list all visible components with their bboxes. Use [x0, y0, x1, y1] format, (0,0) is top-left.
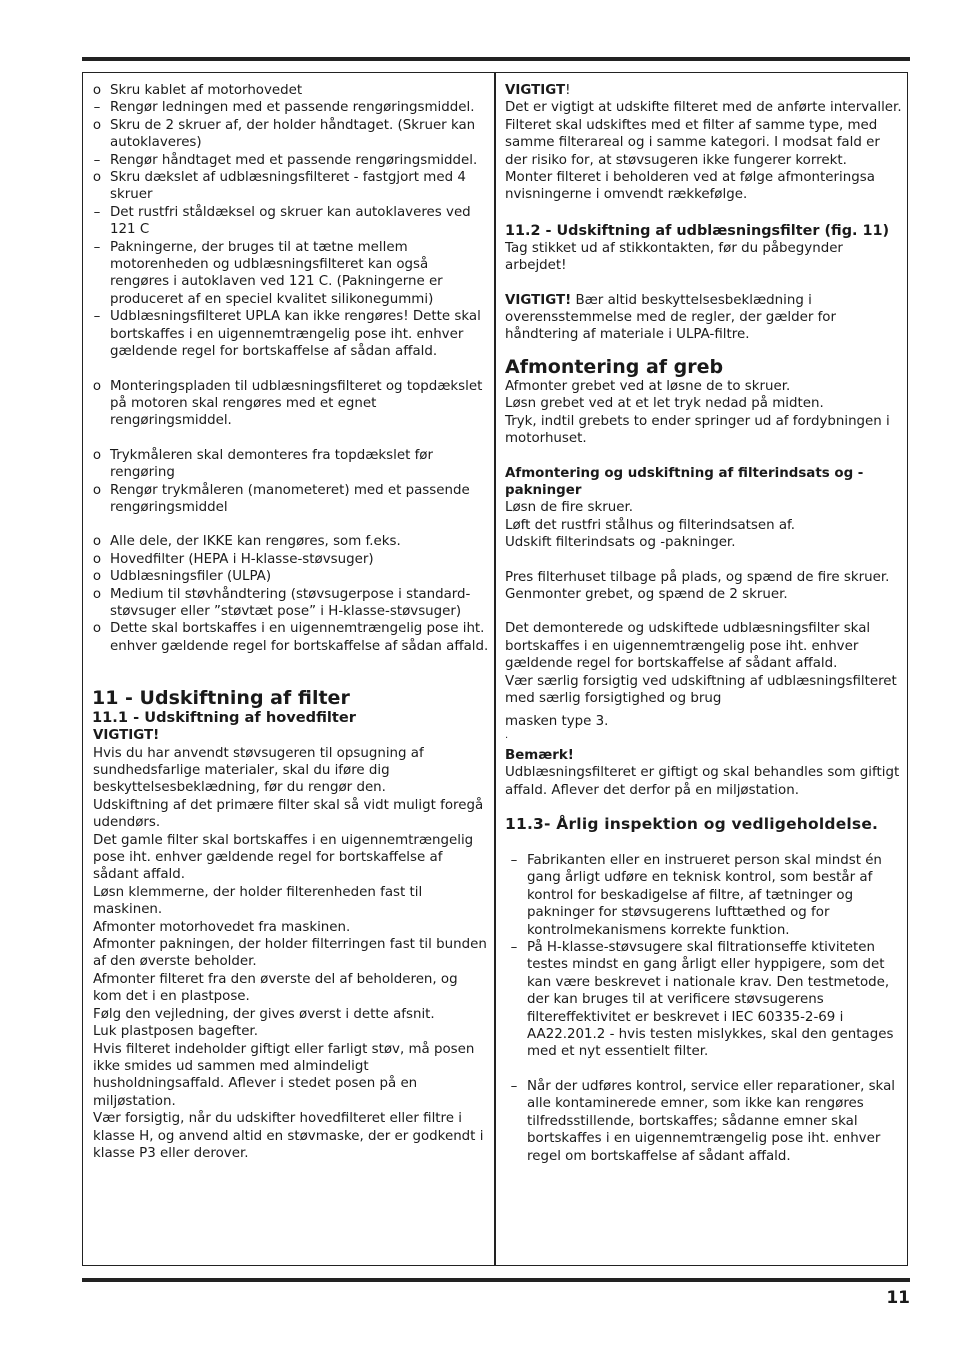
list-item-text: Udblæsningsfilteret UPLA kan ikke rengøres! Dette skal bortskaffes i en uigennemtrængelig pose iht. enhver gældende regel for bortskaffelse af sådan affald. — [110, 309, 481, 360]
mask-type-line: masken type 3. — [505, 714, 609, 730]
bullet-marker: o — [92, 117, 102, 133]
list-item-text: Skru de 2 skruer af, der holder håndtaget. (Skruer kan autoklaveres) — [110, 117, 476, 151]
section-title: 11 - Udskiftning af filter — [92, 687, 350, 710]
paragraph: Løsn grebet ved at et let tryk nedad på midten. — [505, 396, 824, 412]
important-heading: VIGTIGT! — [505, 83, 571, 98]
paragraph: Pres filterhuset tilbage på plads, og spænd de fire skruer. — [505, 569, 890, 585]
filter-disposal-body — [505, 620, 903, 707]
top-rule — [82, 57, 910, 61]
list-item — [505, 939, 903, 1061]
bullet-marker: – — [93, 100, 101, 116]
exhaust-filter-title: 11.2 - Udskiftning af udblæsningsfilter (fig. 11) — [505, 222, 890, 239]
list-item-text: Skru dækslet af udblæsningsfilteret - fastgjort med 4 skruer — [110, 170, 466, 203]
left-column — [88, 82, 490, 1162]
paragraph: Udskift filterindsats og -pakninger. — [505, 535, 736, 551]
paragraph: Afmonter pakningen, der holder filterringen fast til bunden af den øverste beholder. — [93, 937, 487, 970]
list-item — [88, 82, 490, 99]
mounting-plate-list — [88, 378, 490, 430]
main-filter-body — [93, 745, 490, 1163]
list-item-text: Trykmåleren skal demonteres fra topdækslet før rengøring — [110, 447, 433, 481]
page-number: 11 — [886, 1288, 910, 1308]
list-item — [88, 551, 490, 568]
list-item — [88, 620, 490, 655]
note-body: Udblæsningsfilteret er giftigt og skal behandles som giftigt affald. Aflever det derfor på en miljøstation. — [505, 765, 900, 798]
list-item-text: Hovedfilter (HEPA i H-klasse-støvsuger) — [110, 551, 374, 567]
bullet-marker: – — [93, 239, 101, 255]
stray-dot: . — [505, 729, 509, 741]
bullet-marker: – — [93, 309, 101, 325]
bullet-marker: – — [510, 940, 518, 956]
right-column — [505, 82, 903, 1165]
list-item — [88, 169, 490, 204]
important-label: VIGTIGT! — [93, 728, 160, 744]
filter-reassembly-body — [505, 569, 903, 604]
list-item — [88, 378, 490, 430]
filter-replacement-body — [505, 499, 903, 551]
bullet-marker: o — [92, 586, 102, 602]
bullet-marker: o — [92, 621, 102, 637]
paragraph: Løft det rustfri stålhus og filterindsatsen af. — [505, 517, 796, 533]
unplug-instruction: Tag stikket ud af stikkontakten, før du påbegynder arbejdet! — [505, 240, 843, 274]
paragraph: Udskiftning af det primære filter skal så vidt muligt foregå udendørs. — [93, 797, 484, 831]
list-item-text: Dette skal bortskaffes i en uigennemtrængelig pose iht. enhver gældende regel for bortskaffelse af sådan affald. — [110, 621, 489, 654]
bullet-marker: – — [510, 1078, 518, 1094]
paragraph: Løsn klemmerne, der holder filterenheden fast til maskinen. — [93, 884, 423, 918]
list-item — [88, 308, 490, 360]
paragraph: Tryk, indtil grebets to ender springer ud af fordybningen i motorhuset. — [505, 413, 890, 447]
paragraph: Genmonter grebet, og spænd de 2 skruer. — [505, 586, 788, 602]
paragraph: Det er vigtigt at udskifte filteret med de anførte intervaller. — [505, 100, 902, 116]
inspection-list — [505, 852, 903, 1061]
disposal-list — [88, 533, 490, 655]
paragraph: Afmonter motorhovedet fra maskinen. — [93, 919, 351, 935]
paragraph: Filteret skal udskiftes med et filter af samme type, med samme filterareal og i samme kategori. I modsat fald er der risiko for, at støvsugeren ikke fungerer korrekt. — [505, 117, 880, 168]
important-body — [505, 99, 903, 203]
bullet-marker: – — [93, 152, 101, 168]
list-item — [88, 204, 490, 239]
grip-removal-title: Afmontering af greb — [505, 355, 724, 378]
bullet-marker: o — [92, 569, 102, 585]
list-item-text: Det rustfri ståldæksel og skruer kan autoklaveres ved 121 C — [110, 204, 471, 238]
list-item-text: Monteringspladen til udblæsningsfilteret og topdækslet på motoren skal rengøres med et egnet rengøringsmiddel. — [110, 378, 483, 429]
list-item-text: Fabrikanten eller en instrueret person skal mindst én gang årligt udføre en teknisk kontrol, som består af kontrol for beskadigelse af filtre, af tætninger og pakninger for støvsugerens lufttæthed og for kontrolmekanismens korrekte funktion. — [527, 853, 882, 938]
list-item — [505, 1078, 903, 1165]
list-item-text: Rengør ledningen med et passende rengøringsmiddel. — [110, 100, 475, 116]
list-item-text: Pakningerne, der bruges til at tætne mellem motorenheden og udblæsningsfilteret kan også rengøres i autoklaven ved 121 C. (Pakningerne er produceret af en speciel kvalitet silikonegummi) — [110, 239, 443, 307]
important-protection: VIGTIGT! Bær altid beskyttelsesbeklædning i overensstemmelse med de regler, der gælder for håndtering af materiale i ULPA-filtre. — [505, 292, 836, 343]
annual-inspection-title: 11.3- Årlig inspektion og vedligeholdelse. — [505, 815, 879, 833]
paragraph: Vær særlig forsigtig ved udskiftning af udblæsningsfilteret med særlig forsigtighed og brug — [505, 673, 897, 706]
bottom-rule — [82, 1278, 910, 1282]
service-list — [505, 1078, 903, 1165]
paragraph: Det demonterede og udskiftede udblæsningsfilter skal bortskaffes i en uigennemtrængelig pose iht. enhver gældende regel for bortskaffelse af sådant affald. — [505, 621, 871, 672]
list-item-text: Skru kablet af motorhovedet — [110, 83, 303, 98]
grip-removal-body — [505, 378, 903, 448]
list-item — [88, 152, 490, 169]
paragraph: Afmonter filteret fra den øverste del af beholderen, og kom det i en plastpose. — [93, 971, 458, 1005]
list-item-text: Når der udføres kontrol, service eller reparationer, skal alle kontaminerede emner, som ikke kan rengøres tilfredsstillende, bortskaffes; sådanne emner skal bortskaffes i en uigennemtrængelig pose iht. enhver regel om bortskaffelse af sådant affald. — [527, 1078, 895, 1164]
list-item-text: Rengør håndtaget med et passende rengøringsmiddel. — [110, 152, 478, 168]
paragraph: Løsn de fire skruer. — [505, 500, 634, 516]
list-item-text: Udblæsningsfiler (ULPA) — [110, 569, 272, 585]
bullet-marker: o — [92, 534, 102, 550]
bullet-marker: o — [92, 378, 102, 394]
bullet-marker: o — [92, 170, 102, 186]
list-item — [88, 586, 490, 621]
paragraph: Hvis du har anvendt støvsugeren til opsugning af sundhedsfarlige materialer, skal du iføre dig beskyttelsesbeklædning, før du rengør den. — [93, 745, 424, 796]
paragraph: Følg den vejledning, der gives øverst i dette afsnit. — [93, 1006, 435, 1022]
paragraph: Luk plastposen bagefter. — [93, 1024, 258, 1040]
bullet-marker: o — [92, 551, 102, 567]
column-divider — [494, 72, 496, 1266]
paragraph: Vær forsigtig, når du udskifter hovedfilteret eller filtre i klasse H, og anvend altid en støvmaske, der er godkendt i klasse P3 eller derover. — [93, 1111, 484, 1161]
paragraph: Monter filteret i beholderen ved at følge afmonteringsa nvisningerne i omvendt rækkefølge. — [505, 170, 875, 203]
subsection-title: 11.1 - Udskiftning af hovedfilter — [92, 709, 356, 727]
list-item-text: Alle dele, der IKKE kan rengøres, som f.eks. — [110, 534, 401, 550]
list-item — [88, 447, 490, 482]
pressure-gauge-list — [88, 447, 490, 517]
bullet-marker: o — [92, 447, 102, 463]
paragraph: Hvis filteret indeholder giftigt eller farligt støv, må posen ikke smides ud sammen med almindeligt husholdningsaffald. Aflever i stedet posen på en miljøstation. — [93, 1041, 475, 1109]
cleaning-list — [88, 82, 490, 361]
filter-replacement-title: Afmontering og udskiftning af filterindsats og - pakninger — [505, 465, 864, 498]
paragraph: Det gamle filter skal bortskaffes i en uigennemtrængelig pose iht. enhver gældende regel for bortskaffelse af sådant affald. — [93, 832, 474, 883]
list-item — [505, 852, 903, 939]
list-item — [88, 568, 490, 585]
list-item-text: Rengør trykmåleren (manometeret) med et passende rengøringsmiddel — [110, 482, 470, 515]
bullet-marker: o — [92, 83, 102, 98]
paragraph: Afmonter grebet ved at løsne de to skruer. — [505, 378, 791, 394]
list-item-text: Medium til støvhåndtering (støvsugerpose i standard-støvsuger eller ”støvtæt pose” i H-klasse-støvsuger) — [110, 586, 471, 619]
list-item — [88, 117, 490, 152]
bullet-marker: – — [93, 204, 101, 220]
list-item — [88, 482, 490, 517]
list-item-text: På H-klasse-støvsugere skal filtrationseffe ktiviteten testes mindst en gang årligt eller hyppigere, som det kan være beskrevet i nationale krav. Den testmetode, der kan bruges til at verificere støvsugerens filtereffektivitet er beskrevet i IEC 60335-2-69 i AA22.201.2 - hvis testen mislykkes, skal den gentages med et nyt essentielt filter. — [527, 940, 894, 1060]
note-label: Bemærk! — [505, 747, 574, 763]
list-item — [88, 99, 490, 116]
list-item — [88, 239, 490, 309]
list-item — [88, 533, 490, 550]
bullet-marker: – — [510, 853, 518, 868]
bullet-marker: o — [92, 482, 102, 498]
